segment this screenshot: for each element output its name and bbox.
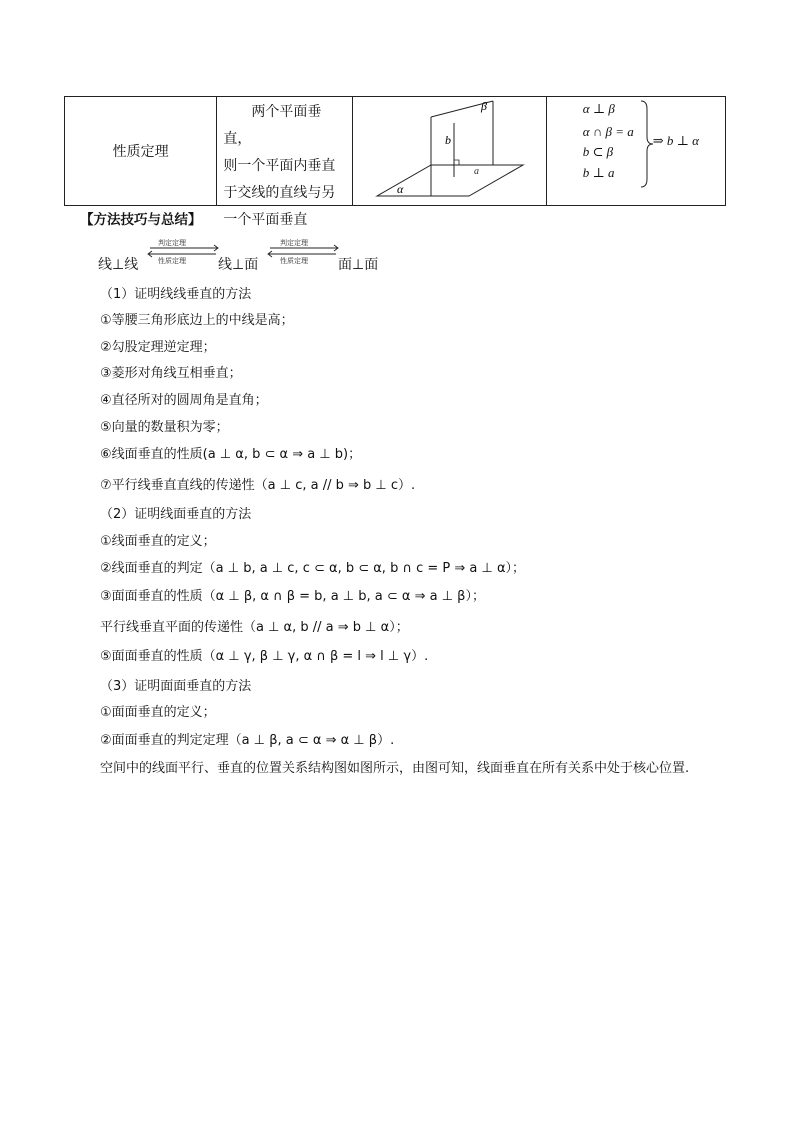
node-plane-plane: 面⊥面 [338, 257, 379, 273]
formula-cell [547, 97, 725, 205]
method-item: ②勾股定理逆定理； [100, 340, 216, 355]
label-alpha: α [396, 182, 404, 196]
description-line-2: 则一个平面内垂直 [223, 158, 336, 174]
method-item: ②线面垂直的判定（a ⊥ b, a ⊥ c, c ⊂ α, b ⊂ α, b ∩ c = P ⇒ a ⊥ α）； [100, 561, 526, 576]
closing-paragraph: 空间中的线面平行、垂直的位置关系结构图如图所示，由图可知，线面垂直在所有关系中处于核心位置. [100, 761, 690, 776]
description-cell [217, 97, 352, 228]
section-title: 【方法技巧与总结】 [80, 212, 202, 228]
row-label: 性质定理 [112, 144, 169, 160]
method-item: ③菱形对角线互相垂直； [100, 366, 242, 381]
method-item: ①等腰三角形底边上的中线是高； [100, 313, 294, 328]
method-item: ⑤面面垂直的性质（α ⊥ γ, β ⊥ γ, α ∩ β = l ⇒ l ⊥ γ）. [100, 649, 429, 664]
method-item: ②面面垂直的判定定理（a ⊥ β, a ⊂ α ⇒ α ⊥ β）. [100, 733, 395, 748]
arrow2-bottom-label: 性质定理 [280, 257, 308, 265]
condition-2: α ∩ β = a [582, 124, 634, 139]
method-item: ③面面垂直的性质（α ⊥ β, α ∩ β = b, a ⊥ b, a ⊂ α ⇒ a ⊥ β）； [100, 589, 485, 604]
subheading-plane-plane: （3）证明面面垂直的方法 [100, 679, 252, 694]
perpendicular-relation-diagram [98, 236, 418, 272]
arrow1-top-label: 判定定理 [158, 239, 186, 247]
description-line-3: 于交线的直线与另 [223, 185, 336, 201]
description-line-1: 两个平面垂直， [223, 104, 322, 147]
label-b: b [444, 133, 451, 147]
condition-1: α ⊥ β [582, 101, 615, 116]
node-line-plane: 线⊥面 [218, 257, 259, 273]
method-item: 平行线垂直平面的传递性（a ⊥ α, b // a ⇒ b ⊥ α）； [100, 620, 409, 635]
method-item: ④直径所对的圆周角是直角； [100, 393, 268, 408]
method-item: ⑦平行线垂直直线的传递性（a ⊥ c, a // b ⇒ b ⊥ c）. [100, 478, 416, 493]
arrow1-bottom-label: 性质定理 [158, 257, 186, 265]
condition-4: b ⊥ a [582, 165, 615, 180]
method-item: ①线面垂直的定义； [100, 534, 216, 549]
right-angle-mark [454, 160, 459, 165]
condition-3: b ⊂ β [582, 144, 614, 159]
perpendicular-planes-figure [353, 97, 547, 205]
description-line-4: 一个平面垂直 [223, 212, 308, 228]
method-item: ①面面垂直的定义； [100, 705, 216, 720]
double-arrow-icon [266, 244, 340, 258]
row-label-cell [65, 97, 217, 205]
double-arrow-icon [146, 244, 220, 258]
subheading-line-line: （1）证明线线垂直的方法 [100, 287, 252, 302]
figure-cell [353, 97, 547, 205]
node-line-line: 线⊥线 [98, 257, 139, 273]
method-item: ⑥线面垂直的性质(a ⊥ α, b ⊂ α ⇒ a ⊥ b)； [100, 447, 362, 462]
arrow2-top-label: 判定定理 [280, 239, 308, 247]
conclusion: ⇒ b ⊥ α [652, 133, 699, 148]
method-item: ⑤向量的数量积为零； [100, 420, 229, 435]
subheading-line-plane: （2）证明线面垂直的方法 [100, 507, 252, 522]
label-beta: β [480, 99, 487, 113]
label-a: a [473, 166, 479, 177]
